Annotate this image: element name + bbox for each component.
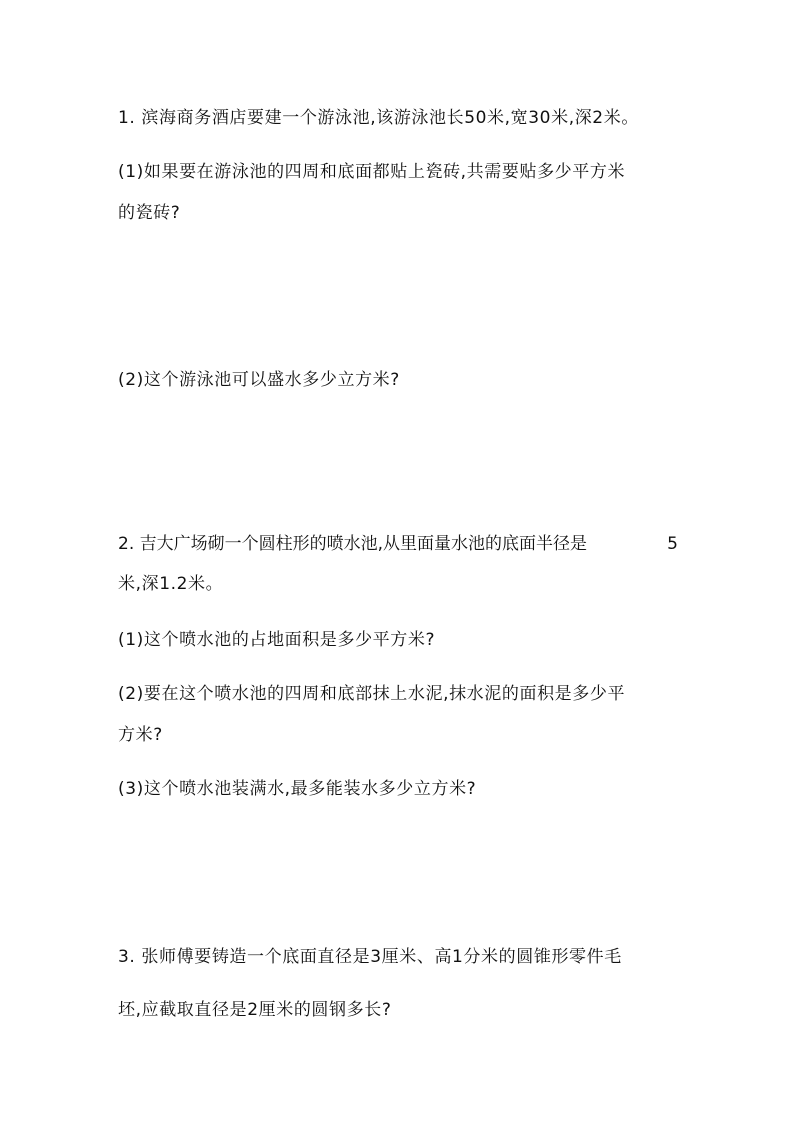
q2-part2-line1: (2)要在这个喷水池的四周和底部抹上水泥,抹水泥的面积是多少平: [118, 684, 626, 704]
q2-stem-line1-end: 5: [667, 534, 678, 554]
q2-stem-line2: 米,深1.2米。: [118, 574, 224, 594]
q3-stem-line2: 坯,应截取直径是2厘米的圆钢多长?: [118, 1000, 392, 1020]
q2-part1: (1)这个喷水池的占地面积是多少平方米?: [118, 630, 436, 650]
q2-stem-line1-main: 2. 吉大广场砌一个圆柱形的喷水池,从里面量水池的底面半径是: [118, 534, 588, 554]
q1-part2: (2)这个游泳池可以盛水多少立方米?: [118, 370, 400, 390]
q1-part1-line2: 的瓷砖?: [118, 203, 181, 223]
q3-stem-line1: 3. 张师傅要铸造一个底面直径是3厘米、高1分米的圆锥形零件毛: [118, 947, 622, 967]
q2-part2-line2: 方米?: [118, 725, 163, 745]
q1-stem: 1. 滨海商务酒店要建一个游泳池,该游泳池长50米,宽30米,深2米。: [118, 108, 639, 128]
q1-part1-line1: (1)如果要在游泳池的四周和底面都贴上瓷砖,共需要贴多少平方米: [118, 162, 626, 182]
q2-part3: (3)这个喷水池装满水,最多能装水多少立方米?: [118, 779, 477, 799]
q2-stem-line1: [118, 532, 678, 556]
